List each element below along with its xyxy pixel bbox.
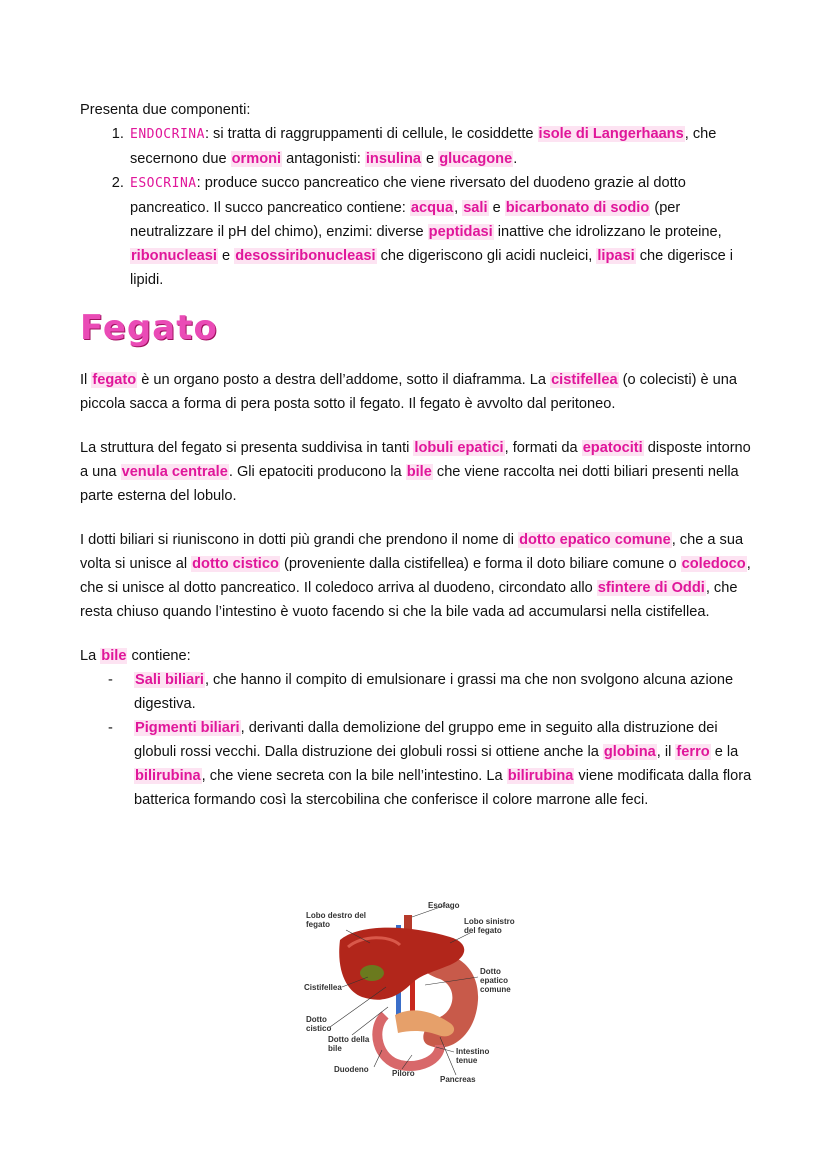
liver-shape [339,928,464,1000]
label-pancreas: Pancreas [440,1075,476,1084]
keyword-esocrina: ESOCRINA [130,176,197,191]
label-intestino: Intestino tenue [456,1047,490,1065]
list-item: - Sali biliari, che hanno il compito di emulsionare i grassi ma che non svolgono alcuna azione digestiva. [108,668,760,716]
document-page [80,98,760,812]
label-piloro: Piloro [392,1069,415,1078]
label-dotto-epatico: Dotto epatico comune [480,967,511,994]
list-item: 1. ENDOCRINA: si tratta di raggruppamenti di cellule, le cosiddette isole di Langerhaans, che secernono due ormoni antagonisti: insulina e glucagone. [128,122,760,171]
intro-text: Presenta due componenti: [80,102,251,118]
label-lobo-destro: Lobo destro del fegato [306,911,366,929]
bile-list [80,668,760,812]
components-list [80,122,760,292]
liver-diagram [300,895,530,1090]
label-duodeno: Duodeno [334,1065,369,1074]
list-item: - Pigmenti biliari, derivanti dalla demolizione del gruppo eme in seguito alla distruzione dei globuli rossi vecchi. Dalla distruzione dei globuli rossi si ottiene anche la globina, il ferro e la bilirubina, che viene secreta con la bile nell’intestino. La bilirubina viene modificata dalla flora batterica formando così la stercobilina che conferisce il colore marrone alle feci. [108,716,760,812]
label-dotto-cistico: Dotto cistico [306,1015,332,1033]
list-item: 2. ESOCRINA: produce succo pancreatico che viene riversato del duodeno grazie al dotto pancreatico. Il succo pancreatico contiene: acqua, sali e bicarbonato di sodio (per neutralizzare il pH del chimo), enzimi: diverse peptidasi inattive che idrolizzano le proteine, ribonucleasi e desossiribonucleasi che digeriscono gli acidi nucleici, lipasi che digerisce i lipidi. [128,171,760,292]
label-dotto-bile: Dotto della bile [328,1035,370,1053]
keyword-endocrina: ENDOCRINA [130,127,205,142]
label-esofago: Esofago [428,901,460,910]
label-lobo-sinistro: Lobo sinistro del fegato [464,917,515,935]
paragraph-fegato: Il fegato è un organo posto a destra dell’addome, sotto il diaframma. La cistifellea (o colecisti) è una piccola sacca a forma di pera posta sotto il fegato. Il fegato è avvolto dal peritoneo. [80,372,738,412]
paragraph-bile: La bile contiene: [80,648,191,664]
section-title: Fegato [80,308,218,348]
paragraph-struttura: La struttura del fegato si presenta suddivisa in tanti lobuli epatici, formati da epatociti disposte intorno a una venula centrale. Gli epatociti producono la bile che viene raccolta nei dotti biliari presenti nella parte esterna del lobulo. [80,440,751,504]
paragraph-dotti: I dotti biliari si riuniscono in dotti più grandi che prendono il nome di dotto epatico comune, che a sua volta si unisce al dotto cistico (proveniente dalla cistifellea) e forma il doto biliare comune o coledoco, che si unisce al dotto pancreatico. Il coledoco arriva al duodeno, circondato allo sfintere di Oddi, che resta chiuso quando l’intestino è vuoto facendo si che la bile vada ad accumularsi nella cistifellea. [80,532,751,620]
label-cistifellea: Cistifellea [304,983,342,992]
